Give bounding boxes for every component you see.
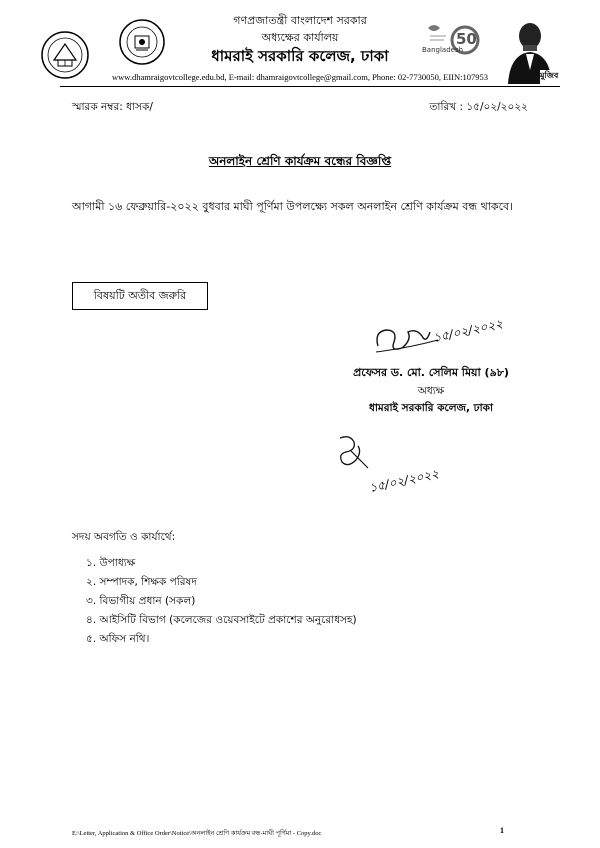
header-divider [60, 86, 560, 87]
notice-subject-text: অনলাইন শ্রেণি কার্যক্রম বন্ধের বিজ্ঞপ্তি [208, 154, 392, 168]
bd50-number: 50 [456, 30, 477, 48]
signature-date-2: ১৫/০২/২০২২ [368, 466, 440, 495]
contact-line: www.dhamraigovtcollege.edu.bd, E-mail: dhamraigovtcollege@gmail.com, Phone: 02-7730050, EIIN:107953 [112, 72, 488, 82]
notice-body: আগামী ১৬ ফেব্রুয়ারি-২০২২ বুধবার মাঘী পূর্ণিমা উপলক্ষ্যে সকল অনলাইন শ্রেণি কার্যক্রম বন্ধ থাকবে। [72, 200, 514, 213]
principal-signature [368, 318, 528, 368]
second-signature [320, 428, 460, 518]
college-title: ধামরাই সরকারি কলেজ, ঢাকা [211, 47, 389, 65]
list-item: ৪. আইসিটি বিভাগ (কলেজের ওয়েবসাইটে প্রকাশের অনুরোধসহ) [86, 614, 357, 626]
signer-name: প্রফেসর ড. মো. সেলিম মিয়া (৯৮) [353, 366, 509, 379]
header-office: অধ্যক্ষের কার্যালয় [261, 31, 339, 44]
footer-file-path: E:\Letter, Application & Office Order\Notice\অনলাইন শ্রেণি কার্যক্রম বন্ধ-মাঘী পূর্ণিমা - Copy.doc [72, 830, 322, 837]
college-emblem-icon [40, 30, 90, 80]
signer-title: অধ্যক্ষ [417, 385, 445, 397]
list-item: ৫. অফিস নথি। [86, 633, 150, 645]
footer-page-number: 1 [500, 826, 504, 835]
signature-date-1: ১৫/০২/২০২২ [432, 316, 504, 345]
distribution-list [86, 554, 357, 649]
header-government: গণপ্রজাতন্ত্রী বাংলাদেশ সরকার [233, 14, 367, 27]
urgent-box: বিষয়টি অতীব জরুরি [72, 282, 208, 310]
list-item: ২. সম্পাদক, শিক্ষক পরিষদ [86, 576, 197, 588]
board-seal-icon [118, 18, 166, 66]
memo-date: তারিখ : ১৫/০২/২০২২ [429, 101, 528, 113]
portrait-icon [500, 18, 572, 88]
bangladesh-50-logo [420, 20, 480, 64]
notice-subject [0, 153, 600, 173]
distribution-heading: সদয় অবগতি ও কার্যার্থে: [72, 531, 176, 543]
bd50-label: Bangladesh [422, 46, 464, 54]
mujib-label: মুজিব [540, 71, 559, 80]
list-item: ১. উপাধ্যক্ষ [86, 557, 136, 569]
list-item: ৩. বিভাগীয় প্রধান (সকল) [86, 595, 196, 607]
mujib-centenary-logo [500, 18, 572, 88]
initial-scribble-icon [320, 428, 460, 518]
memo-number: স্মারক নম্বর: ধাসক/ [72, 101, 153, 113]
signer-organization: ধামরাই সরকারি কলেজ, ঢাকা [368, 402, 494, 414]
